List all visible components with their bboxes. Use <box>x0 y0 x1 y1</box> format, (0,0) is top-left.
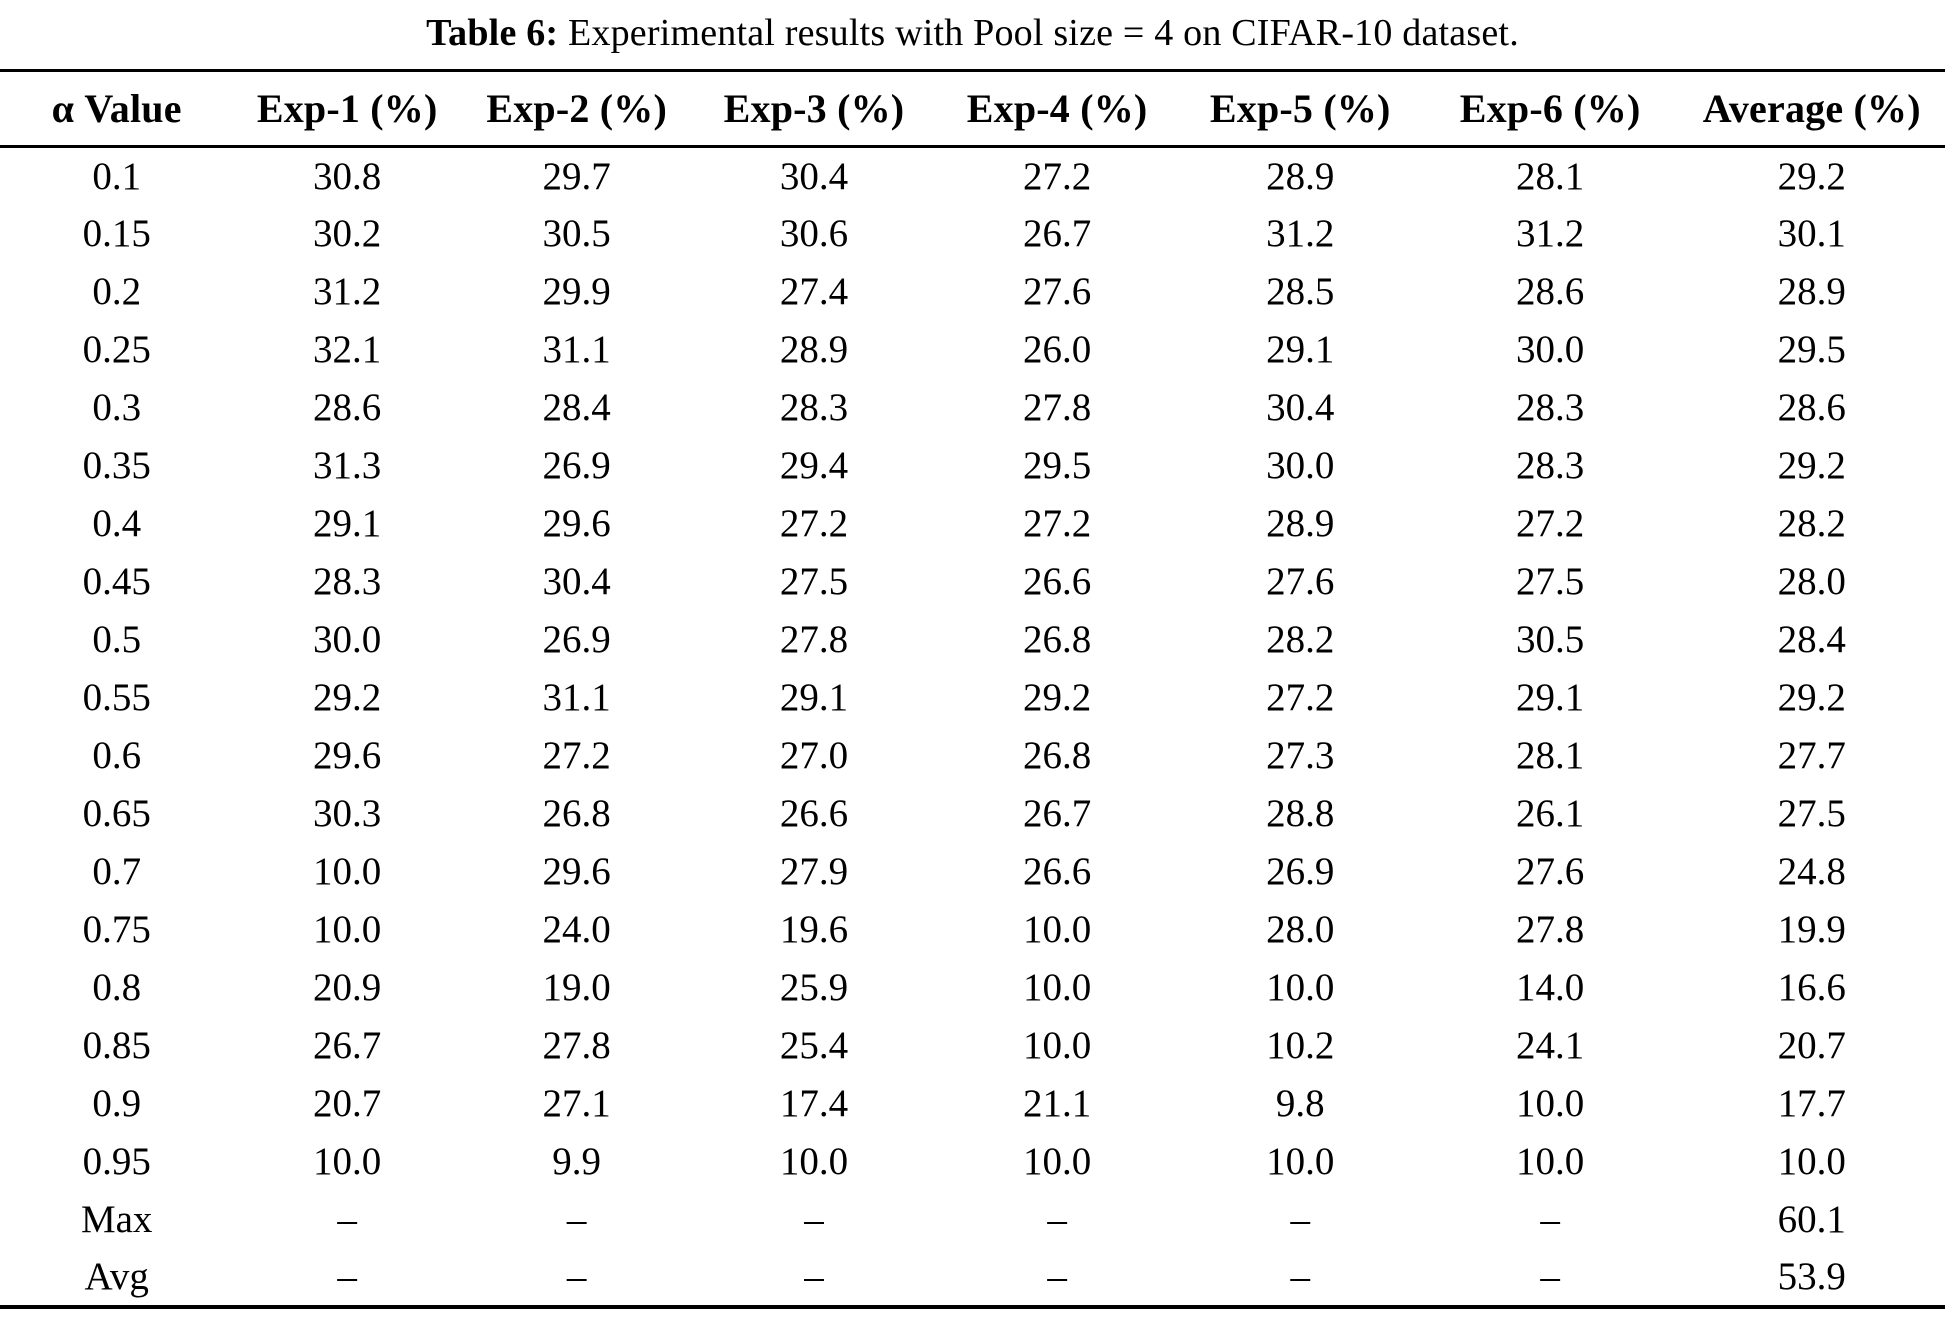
row-label-cell: 0.4 <box>92 502 142 545</box>
row-label-cell: Avg <box>84 1255 149 1298</box>
value-cell: 21.1 <box>1022 1082 1092 1125</box>
column-header-exp-2: Exp-2 (%) <box>486 86 668 131</box>
value-cell: 10.0 <box>1022 908 1092 951</box>
value-cell: 19.9 <box>1777 908 1846 951</box>
value-cell: 29.9 <box>542 270 611 313</box>
value-cell: – <box>804 1255 824 1298</box>
value-cell: 19.0 <box>542 966 611 1009</box>
row-label-cell: 0.85 <box>82 1024 151 1067</box>
value-cell: 26.9 <box>1266 850 1335 893</box>
value-cell: 27.4 <box>779 270 849 313</box>
value-cell: 9.9 <box>552 1140 602 1183</box>
value-cell: – <box>1047 1198 1067 1241</box>
value-cell: – <box>1047 1255 1067 1298</box>
value-cell: 28.8 <box>1266 792 1335 835</box>
value-cell: 29.2 <box>1777 444 1846 487</box>
value-cell: 30.4 <box>1266 386 1335 429</box>
value-cell: – <box>1290 1255 1310 1298</box>
value-cell: – <box>337 1255 357 1298</box>
results-table <box>0 69 1945 1309</box>
value-cell: 10.0 <box>1266 1140 1335 1183</box>
value-cell: 28.2 <box>1266 618 1335 661</box>
value-cell: 28.5 <box>1266 270 1335 313</box>
value-cell: 29.2 <box>1777 154 1846 198</box>
value-cell: 30.0 <box>1516 328 1585 371</box>
value-cell: 28.9 <box>1777 270 1846 313</box>
value-cell: 28.0 <box>1266 908 1335 951</box>
value-cell: 27.8 <box>1022 386 1092 429</box>
value-cell: 28.4 <box>1777 618 1846 661</box>
value-cell: 30.1 <box>1777 212 1846 255</box>
value-cell: 27.2 <box>1516 502 1585 545</box>
value-cell: 27.5 <box>779 560 849 603</box>
value-cell: 31.2 <box>1516 212 1585 255</box>
value-cell: 27.6 <box>1266 560 1335 603</box>
value-cell: 17.4 <box>779 1082 849 1125</box>
value-cell: – <box>566 1255 587 1298</box>
value-cell: – <box>1290 1198 1310 1241</box>
value-cell: 29.1 <box>779 676 849 719</box>
value-cell: 28.3 <box>313 560 382 603</box>
value-cell: 27.2 <box>1022 154 1092 198</box>
table-row <box>0 437 1945 495</box>
value-cell: – <box>804 1198 824 1241</box>
table-row <box>0 901 1945 959</box>
value-cell: 26.8 <box>542 792 611 835</box>
value-cell: 29.2 <box>313 676 382 719</box>
value-cell: 27.3 <box>1266 734 1335 777</box>
value-cell: 28.9 <box>1266 502 1335 545</box>
value-cell: 30.3 <box>313 792 382 835</box>
value-cell: 31.1 <box>542 676 611 719</box>
value-cell: 29.7 <box>542 154 611 198</box>
table-row <box>0 321 1945 379</box>
header-row <box>0 71 1945 147</box>
value-cell: 10.0 <box>313 908 382 951</box>
row-label-cell: 0.1 <box>92 154 142 198</box>
table-row <box>0 205 1945 263</box>
value-cell: 27.2 <box>779 502 849 545</box>
value-cell: 10.0 <box>1022 1024 1092 1067</box>
value-cell: 10.0 <box>1516 1140 1585 1183</box>
value-cell: 30.0 <box>1266 444 1335 487</box>
table-row <box>0 1249 1945 1307</box>
value-cell: 31.1 <box>542 328 611 371</box>
value-cell: 19.6 <box>779 908 849 951</box>
value-cell: 30.2 <box>313 212 382 255</box>
row-label-cell: 0.75 <box>82 908 151 951</box>
value-cell: 26.9 <box>542 444 611 487</box>
value-cell: 27.8 <box>779 618 849 661</box>
row-label-cell: 0.55 <box>82 676 151 719</box>
column-header-exp-1: Exp-1 (%) <box>256 86 438 131</box>
value-cell: – <box>1540 1198 1560 1241</box>
row-label-cell: 0.6 <box>92 734 142 777</box>
value-cell: 29.5 <box>1777 328 1846 371</box>
value-cell: 24.1 <box>1516 1024 1585 1067</box>
row-label-cell: 0.2 <box>92 270 142 313</box>
value-cell: 10.0 <box>779 1140 849 1183</box>
row-label-cell: 0.9 <box>92 1082 142 1125</box>
table-row <box>0 843 1945 901</box>
value-cell: – <box>1540 1255 1560 1298</box>
table-row <box>0 1133 1945 1191</box>
table-row <box>0 611 1945 669</box>
column-header-exp-5: Exp-5 (%) <box>1209 86 1391 131</box>
row-label-cell: 0.35 <box>82 444 151 487</box>
column-header-alpha-value: α Value <box>51 86 182 131</box>
value-cell: 26.6 <box>779 792 849 835</box>
value-cell: 30.5 <box>542 212 611 255</box>
table-row <box>0 959 1945 1017</box>
value-cell: 10.0 <box>313 1140 382 1183</box>
value-cell: 29.1 <box>1516 676 1585 719</box>
value-cell: 24.0 <box>542 908 611 951</box>
value-cell: 27.7 <box>1777 734 1846 777</box>
value-cell: 26.6 <box>1022 560 1092 603</box>
table-row <box>0 379 1945 437</box>
value-cell: 28.3 <box>1516 444 1585 487</box>
value-cell: 10.0 <box>313 850 382 893</box>
value-cell: 28.6 <box>313 386 382 429</box>
table-caption <box>0 0 1945 56</box>
value-cell: 27.1 <box>542 1082 611 1125</box>
value-cell: 28.6 <box>1516 270 1585 313</box>
table-caption-text: Experimental results with Pool size = 4 on CIFAR-10 dataset. <box>558 12 1519 54</box>
row-label-cell: 0.5 <box>92 618 142 661</box>
value-cell: 29.6 <box>542 850 611 893</box>
value-cell: 30.0 <box>313 618 382 661</box>
row-label-cell: 0.15 <box>82 212 151 255</box>
value-cell: 14.0 <box>1516 966 1585 1009</box>
value-cell: 27.2 <box>542 734 611 777</box>
value-cell: 16.6 <box>1777 966 1846 1009</box>
row-label-cell: 0.95 <box>82 1140 151 1183</box>
value-cell: 20.7 <box>1777 1024 1846 1067</box>
value-cell: 53.9 <box>1777 1255 1846 1298</box>
value-cell: 26.7 <box>1022 212 1092 255</box>
value-cell: 28.9 <box>1266 154 1335 198</box>
value-cell: 27.8 <box>542 1024 611 1067</box>
value-cell: 28.4 <box>542 386 611 429</box>
column-header-exp-3: Exp-3 (%) <box>723 86 905 131</box>
value-cell: 25.4 <box>779 1024 849 1067</box>
value-cell: 31.2 <box>313 270 382 313</box>
value-cell: 29.2 <box>1777 676 1846 719</box>
value-cell: 27.2 <box>1266 676 1335 719</box>
value-cell: 27.8 <box>1516 908 1585 951</box>
value-cell: 10.0 <box>1022 966 1092 1009</box>
value-cell: 28.3 <box>779 386 849 429</box>
value-cell: 26.6 <box>1022 850 1092 893</box>
table-row <box>0 263 1945 321</box>
value-cell: 28.0 <box>1777 560 1846 603</box>
column-header-exp-4: Exp-4 (%) <box>966 86 1148 131</box>
value-cell: 26.1 <box>1516 792 1585 835</box>
table-row <box>0 669 1945 727</box>
value-cell: 10.2 <box>1266 1024 1335 1067</box>
value-cell: 30.4 <box>779 154 849 198</box>
value-cell: 10.0 <box>1022 1140 1092 1183</box>
value-cell: – <box>337 1198 357 1241</box>
value-cell: 60.1 <box>1777 1198 1846 1241</box>
table-body <box>0 147 1945 1307</box>
table-row <box>0 727 1945 785</box>
table-row <box>0 785 1945 843</box>
value-cell: 27.2 <box>1022 502 1092 545</box>
value-cell: 10.0 <box>1777 1140 1846 1183</box>
value-cell: 29.2 <box>1022 676 1092 719</box>
value-cell: 32.1 <box>313 328 382 371</box>
value-cell: 29.6 <box>542 502 611 545</box>
row-label-cell: 0.8 <box>92 966 142 1009</box>
value-cell: 20.7 <box>313 1082 382 1125</box>
value-cell: 10.0 <box>1516 1082 1585 1125</box>
value-cell: 29.1 <box>1266 328 1335 371</box>
table-row <box>0 1075 1945 1133</box>
table-row <box>0 147 1945 205</box>
value-cell: 28.9 <box>779 328 849 371</box>
value-cell: 28.6 <box>1777 386 1846 429</box>
value-cell: 28.1 <box>1516 734 1585 777</box>
value-cell: 28.3 <box>1516 386 1585 429</box>
row-label-cell: 0.45 <box>82 560 151 603</box>
row-label-cell: 0.3 <box>92 386 142 429</box>
value-cell: 26.9 <box>542 618 611 661</box>
value-cell: 26.7 <box>1022 792 1092 835</box>
value-cell: 27.6 <box>1516 850 1585 893</box>
value-cell: 17.7 <box>1777 1082 1846 1125</box>
value-cell: 29.6 <box>313 734 382 777</box>
column-header-average: Average (%) <box>1702 86 1921 131</box>
value-cell: 26.0 <box>1022 328 1092 371</box>
value-cell: 29.1 <box>313 502 382 545</box>
value-cell: 27.9 <box>779 850 849 893</box>
value-cell: 26.7 <box>313 1024 382 1067</box>
value-cell: 30.5 <box>1516 618 1585 661</box>
value-cell: 27.5 <box>1516 560 1585 603</box>
value-cell: 30.8 <box>313 154 382 198</box>
value-cell: 28.1 <box>1516 154 1585 198</box>
value-cell: 9.8 <box>1275 1082 1325 1125</box>
row-label-cell: 0.65 <box>82 792 151 835</box>
value-cell: 24.8 <box>1777 850 1846 893</box>
value-cell: 27.6 <box>1022 270 1092 313</box>
table-row <box>0 553 1945 611</box>
value-cell: – <box>566 1198 587 1241</box>
value-cell: 31.3 <box>313 444 382 487</box>
value-cell: 25.9 <box>779 966 849 1009</box>
value-cell: 27.5 <box>1777 792 1846 835</box>
value-cell: 29.5 <box>1022 444 1092 487</box>
value-cell: 28.2 <box>1777 502 1846 545</box>
column-header-exp-6: Exp-6 (%) <box>1459 86 1641 131</box>
value-cell: 26.8 <box>1022 618 1092 661</box>
table-row <box>0 495 1945 553</box>
value-cell: 10.0 <box>1266 966 1335 1009</box>
value-cell: 31.2 <box>1266 212 1335 255</box>
row-label-cell: 0.7 <box>92 850 142 893</box>
value-cell: 30.6 <box>779 212 849 255</box>
value-cell: 30.4 <box>542 560 611 603</box>
value-cell: 27.0 <box>779 734 849 777</box>
table-caption-label: Table 6: <box>426 12 559 54</box>
value-cell: 29.4 <box>779 444 849 487</box>
value-cell: 20.9 <box>313 966 382 1009</box>
row-label-cell: Max <box>80 1198 153 1241</box>
table-row <box>0 1017 1945 1075</box>
value-cell: 26.8 <box>1022 734 1092 777</box>
table-row <box>0 1191 1945 1249</box>
row-label-cell: 0.25 <box>82 328 151 371</box>
